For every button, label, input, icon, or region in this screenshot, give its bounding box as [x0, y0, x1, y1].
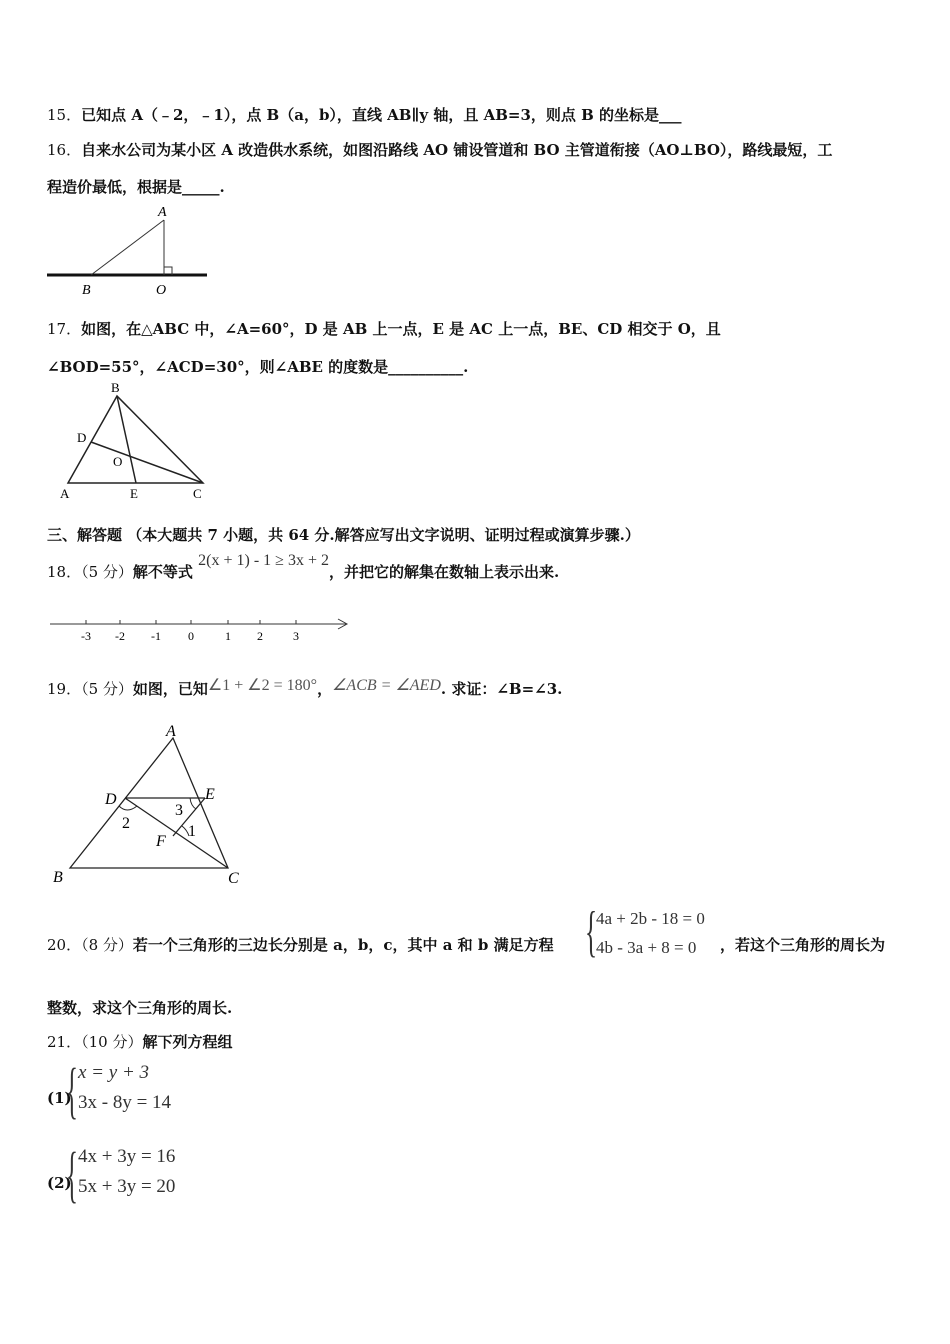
q20-brace: { — [585, 901, 598, 963]
q20-number: 20． — [47, 936, 82, 954]
q18-number: 18． — [47, 563, 82, 581]
tick-label: 2 — [257, 629, 263, 643]
q17-label-b: B — [111, 380, 120, 395]
q19-label-d: D — [105, 791, 117, 808]
q16-label-o: O — [156, 283, 167, 298]
q19-text-a: 如图，已知 — [132, 680, 208, 698]
q16-line-1 — [47, 139, 832, 160]
q20-eq1: 4a + 2b - 18 = 0 — [596, 909, 705, 928]
q19-number: 19． — [47, 680, 82, 698]
q16-text-a: 自来水公司为某小区 A 改造供水系统，如图沿路线 AO 铺设管道和 BO 主管道衔接（AO⊥BO），路线最短，工 — [81, 141, 833, 159]
q17-label-d: D — [77, 430, 87, 445]
q19-label-e: E — [205, 786, 215, 803]
q18-text-b: ，并把它的解集在数轴上表示出来. — [328, 563, 560, 581]
q18-inequality: 2(x + 1) - 1 ≥ 3x + 2 — [198, 552, 329, 569]
q15-line — [47, 104, 682, 125]
number-line-ticks — [81, 620, 299, 643]
q19-label-c: C — [228, 870, 239, 887]
q20-line-2 — [47, 997, 232, 1018]
q17-line-1 — [47, 318, 721, 339]
q21-score: （10 分） — [81, 1033, 143, 1051]
q20-text-c: 整数，求这个三角形的周长. — [47, 999, 233, 1017]
q18-text-a: 解不等式 — [132, 563, 193, 581]
q17-label-a: A — [60, 486, 70, 501]
q21-number: 21． — [47, 1033, 82, 1051]
q17-label-e: E — [130, 486, 138, 501]
q21-p2-brace: { — [66, 1141, 78, 1209]
q20-score: （8 分） — [81, 936, 133, 954]
q21-p1-brace: { — [66, 1057, 78, 1125]
q19-label-b: B — [53, 869, 63, 886]
tick-label: -3 — [81, 629, 91, 643]
q16-text-b: 程造价最低，根据是_____. — [47, 178, 225, 196]
q17-text-b: ∠BOD=55°，∠ACD=30°，则∠ABE 的度数是__________. — [47, 358, 469, 376]
q19-figure — [45, 718, 255, 893]
q16-figure — [44, 200, 214, 300]
section3-title: 三、解答题 （本大题共 7 小题，共 64 分.解答应写出文字说明、证明过程或演算步骤.） — [47, 526, 640, 544]
q15-number: 15． — [47, 106, 82, 124]
q17-text-a: 如图，在△ABC 中，∠A=60°，D 是 AB 上一点，E 是 AC 上一点，BE、CD 相交于 O，且 — [81, 320, 721, 338]
q19-angle-1: 1 — [188, 823, 196, 840]
q19-line — [47, 678, 562, 699]
q21-p2-eq1: 4x + 3y = 16 — [78, 1146, 176, 1167]
q20-line-1 — [47, 934, 554, 955]
q19-sep: ， — [317, 680, 333, 698]
q19-text-b: . 求证：∠B=∠3. — [440, 680, 563, 698]
q15-text: 已知点 A（﹣2，﹣1），点 B（a，b），直线 AB∥y 轴，且 AB=3，则点 B 的坐标是___ — [81, 106, 682, 124]
q17-label-o: O — [113, 454, 123, 469]
q18-score: （5 分） — [81, 563, 133, 581]
q16-number: 16． — [47, 141, 82, 159]
q21-p1-eq2: 3x - 8y = 14 — [78, 1092, 172, 1113]
q20-text-b-line — [720, 934, 885, 955]
q20-text-a: 若一个三角形的三边长分别是 a，b，c，其中 a 和 b 满足方程 — [132, 936, 554, 954]
q19-angle-3: 3 — [175, 802, 183, 819]
q18-number-line — [48, 612, 358, 647]
q17-label-c: C — [193, 486, 202, 501]
q17-line-2 — [47, 356, 468, 377]
q21-text: 解下列方程组 — [142, 1033, 233, 1051]
q19-cond1: ∠1 + ∠2 = 180° — [207, 677, 318, 694]
q19-cond2: ∠ACB = ∠AED — [332, 677, 441, 694]
q19-label-a: A — [166, 723, 176, 740]
q21-line — [47, 1031, 232, 1052]
tick-label: -1 — [151, 629, 161, 643]
q21-p1-label: (1) — [47, 1089, 72, 1107]
q17-figure — [55, 380, 215, 505]
q17-number: 17． — [47, 320, 82, 338]
q20-text-b: ，若这个三角形的周长为 — [720, 936, 886, 954]
tick-label: 3 — [293, 629, 299, 643]
q20-eq2: 4b - 3a + 8 = 0 — [596, 938, 697, 957]
q18-line — [47, 552, 560, 582]
q19-label-f: F — [156, 833, 166, 850]
q16-label-b: B — [82, 283, 91, 298]
q21-p2-eq2: 5x + 3y = 20 — [78, 1176, 176, 1197]
q19-score: （5 分） — [81, 680, 133, 698]
q19-angle-2: 2 — [122, 815, 130, 832]
tick-label: 1 — [225, 629, 231, 643]
q16-label-a: A — [158, 205, 167, 220]
tick-label: 0 — [188, 629, 194, 643]
tick-label: -2 — [115, 629, 125, 643]
q21-p2-label: (2) — [47, 1174, 72, 1192]
q21-p1-eq1: x = y + 3 — [78, 1062, 150, 1083]
q16-line-2 — [47, 176, 225, 197]
